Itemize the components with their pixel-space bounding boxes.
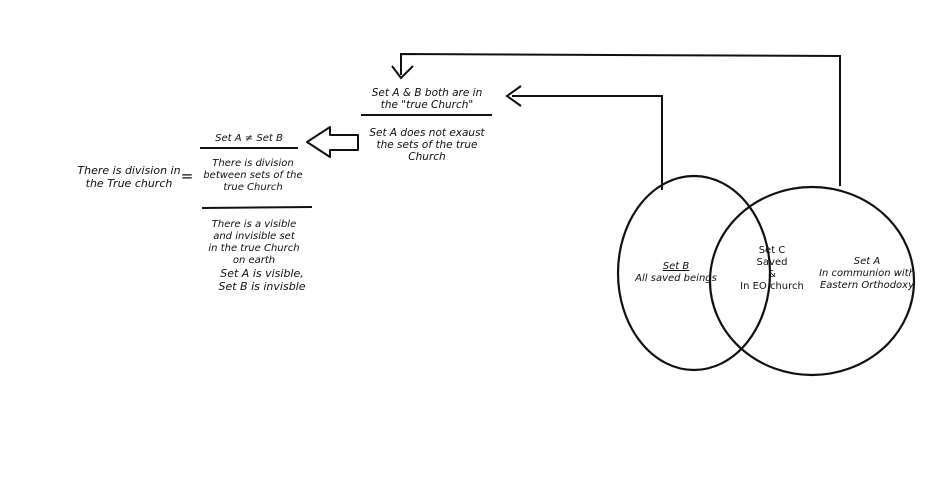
left-fraction-visibility bbox=[208, 267, 316, 293]
center-fraction-bottom-line-1: Set A does not exaust bbox=[369, 127, 485, 139]
set-b-description: All saved beings bbox=[635, 273, 717, 284]
left-fraction-bottom-line-2: and invisible set bbox=[213, 231, 295, 242]
left-fraction-bottom-line-4: on earth bbox=[232, 255, 276, 266]
division-statement-line-2: the True church bbox=[85, 177, 173, 190]
block-arrow-left bbox=[307, 127, 358, 157]
center-fraction-bottom-line-3: Church bbox=[408, 151, 446, 163]
set-a-label bbox=[812, 256, 922, 292]
center-fraction-bottom-line-2: the sets of the true bbox=[376, 139, 478, 151]
left-fraction-middle-line-1: There is division bbox=[212, 158, 294, 169]
center-fraction-top-line-2: the "true Church" bbox=[380, 99, 474, 111]
left-fraction-bottom bbox=[196, 219, 312, 267]
division-statement bbox=[64, 164, 194, 190]
left-fraction-visibility-line-1: Set A is visible, bbox=[220, 267, 304, 280]
set-c-line-2: Saved bbox=[756, 257, 788, 268]
center-fraction-bottom bbox=[360, 127, 494, 163]
set-b-name: Set B bbox=[662, 261, 690, 272]
set-a-description-line-2: Eastern Orthodoxy bbox=[819, 280, 915, 291]
set-c-line-1: Set C bbox=[758, 245, 786, 256]
center-fraction-top bbox=[356, 87, 498, 111]
left-fraction-middle bbox=[198, 158, 308, 194]
left-fraction-middle-line-3: true Church bbox=[223, 182, 283, 193]
set-b-connector-line bbox=[512, 96, 662, 190]
set-a-name: Set A bbox=[853, 256, 881, 267]
set-c-line-4: In EO church bbox=[740, 281, 804, 292]
left-fraction-top: Set A ≠ Set B bbox=[215, 133, 283, 144]
set-b-label bbox=[628, 261, 724, 285]
division-statement-line-1: There is division in bbox=[77, 164, 181, 177]
set-c-label bbox=[732, 245, 812, 293]
left-fraction-middle-line-2: between sets of the bbox=[203, 170, 303, 181]
equals-sign: = bbox=[180, 167, 194, 185]
set-a-description-line-1: In communion with bbox=[819, 268, 915, 279]
left-fraction-bottom-line-3: in the true Church bbox=[208, 243, 300, 254]
left-fraction-bottom-line-1: There is a visible bbox=[211, 219, 297, 230]
set-a-connector-arrowhead bbox=[392, 66, 413, 78]
left-fraction-visibility-line-2: Set B is invisble bbox=[218, 280, 306, 293]
set-a-connector-line bbox=[401, 54, 840, 186]
left-fraction-bar-bottom bbox=[202, 207, 312, 208]
set-c-line-3: & bbox=[768, 269, 776, 280]
center-fraction-top-line-1: Set A & B both are in bbox=[371, 87, 483, 99]
